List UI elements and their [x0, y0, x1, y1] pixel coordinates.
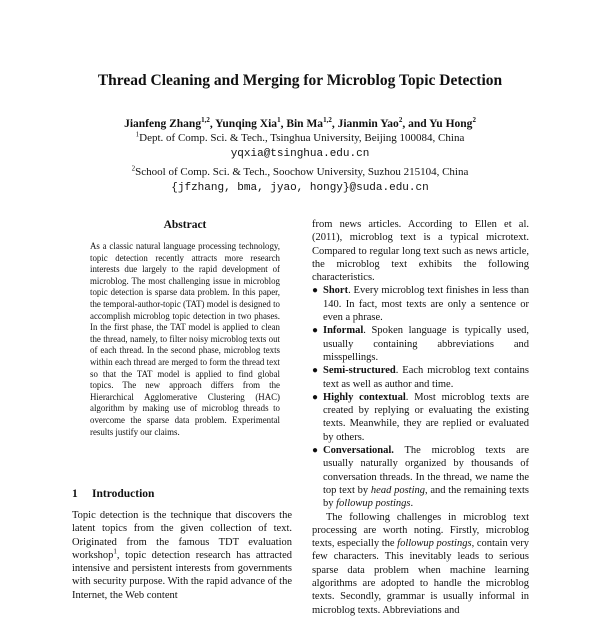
paragraph: from news articles. According to Ellen et al. (2011), microblog text is a typical microtext. Compared to regular long text such as news article, the microblog text exhibits the following characteristics. — [312, 219, 529, 284]
list-item: ● Highly contextual. Most microblog texts are created by replying or evaluating the existing texts. Meanwhile, they are replied or evaluated by others. — [312, 391, 529, 443]
author: Yu Hong$^2$ — [429, 116, 476, 130]
email-2: {jfzhang, bma, jyao, hongy}@suda.edu.cn — [171, 182, 429, 194]
paper-title: Thread Cleaning and Merging for Microblog Topic Detection — [97, 72, 503, 89]
footnote-marker: 1 — [113, 547, 117, 556]
list-item: ● Conversational. The microblog texts are usually naturally organized by thousands of conversation threads. In the thread, we name the top text by head posting, and the remaining texts by followup postings. — [312, 445, 529, 510]
right-column — [312, 218, 529, 617]
characteristics-list — [312, 284, 529, 510]
list-item: ● Informal. Spoken language is typically used, usually containing abbreviations and misspellings. — [312, 325, 529, 363]
author: Jianmin Yao$^2$, and — [337, 116, 430, 130]
email-1: yqxia@tsinghua.edu.cn — [230, 148, 370, 160]
bullet-icon: ● — [312, 285, 319, 297]
list-item: ● Short. Every microblog text finishes in less than 140. In fact, most texts are only a sentence or even a phrase. — [312, 285, 529, 324]
author: Jianfeng Zhang$^{1,2}$, — [124, 116, 216, 130]
paragraph: The following challenges in microblog text processing are worth noting. Firstly, microblog texts, especially the followup postings, contain very few characters. This inevitably leads to serious sparse data problem when machine learning algorithms are adopted to handle the microblog texts. Secondly, grammar is usually informal in microblog texts. Abbreviations and — [312, 511, 530, 616]
affiliation-1: $^1$Dept. of Comp. Sci. & Tech., Tsinghua University, Beijing 100084, China — [135, 130, 465, 144]
affiliation-2: $^2$School of Comp. Sci. & Tech., Soochow University, Suzhou 215104, China — [131, 164, 469, 178]
author: Bin Ma$^{1,2}$, — [286, 116, 338, 130]
bullet-icon: ● — [312, 445, 319, 457]
list-item: ● Semi-structured. Each microblog text contains text as well as author and time. — [312, 365, 529, 390]
abstract-heading: Abstract — [163, 219, 207, 231]
section-heading-introduction: 1 Introduction — [72, 488, 155, 500]
author-line — [0, 118, 600, 130]
introduction-body: Topic detection is the technique that discovers the latent topics from the given collection of text. Originated from the famous TDT evaluation workshop$^1$, topic detection research has attracted intensive and persistent interests from governments with security purpose. With the rapid advance of the Internet, the Web content — [72, 510, 292, 601]
author: Yunqing Xia$^1$, — [215, 116, 287, 130]
bullet-icon: ● — [312, 325, 319, 337]
bullet-icon: ● — [312, 391, 319, 403]
bullet-icon: ● — [312, 365, 319, 377]
abstract-body: As a classic natural language processing technology, topic detection recently attracts more research interests due largely to the rapid development of microblog. The most challenging issue in microblog topic detection is sparse data problem. In this paper, the temporal-author-topic (TAT) model is designed to accomplish microblog topic detection in two phases. In the first phase, the TAT model is applied to clean the thread, namely, to filter noisy microblog texts out of each thread. In the second phase, microblog texts within each thread are merged to form the thread text so that the TAT model is applied to find global topics. The new approach differs from the Hierarchical Agglomerative Clustering (HAC) algorithm by making use of microblog threads to overcome the sparse data problem. Experimental results justify our claims. — [90, 241, 280, 437]
